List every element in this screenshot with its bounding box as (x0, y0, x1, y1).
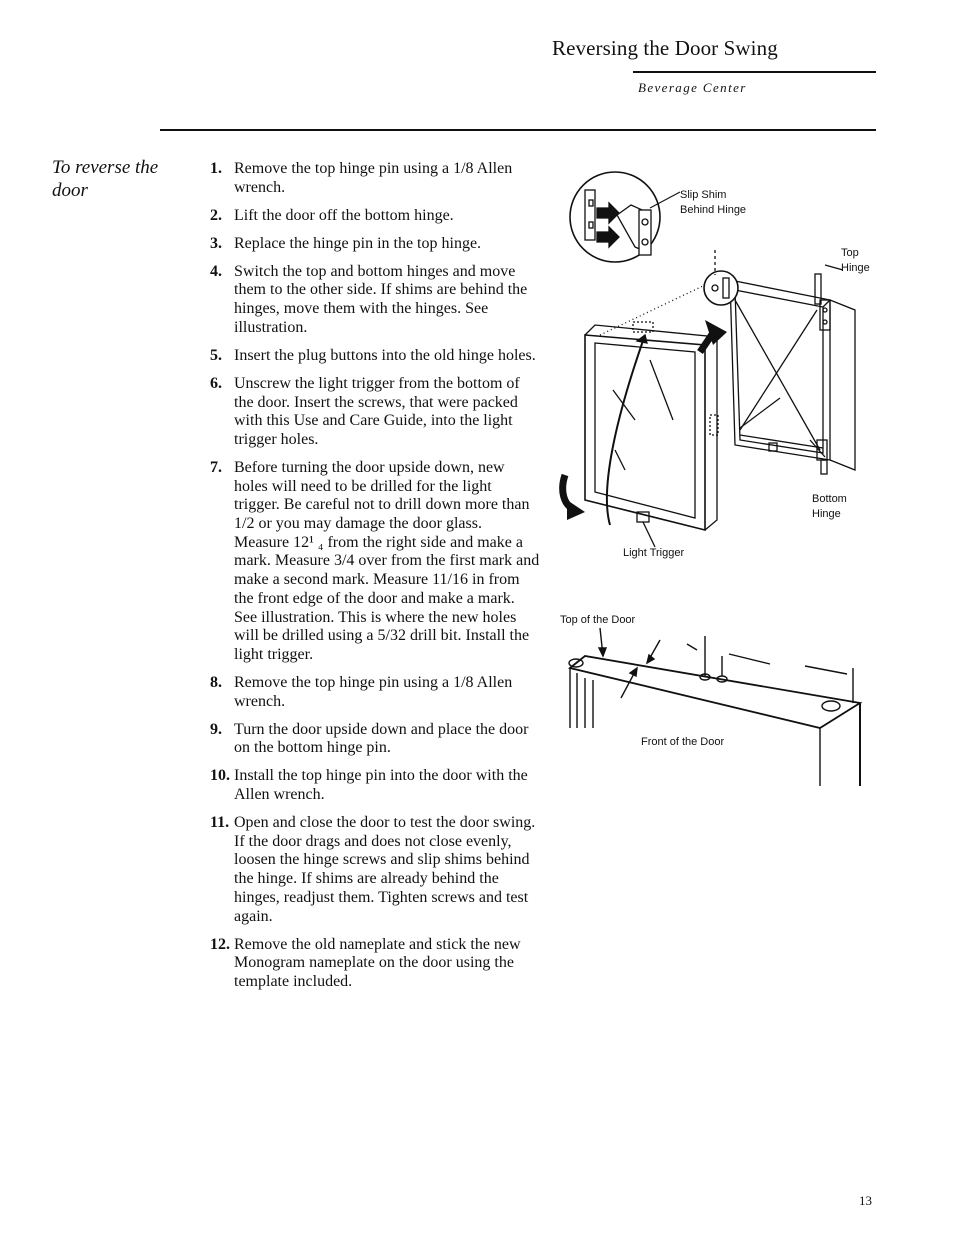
step-number: 11. (210, 814, 230, 832)
step-text: Remove the top hinge pin using a 1/8 Allen wrench. (234, 160, 513, 196)
hinge-reversal-illustration (555, 160, 875, 580)
step-text: Turn the door upside down and place the door on the bottom hinge pin. (234, 720, 529, 757)
list-item (210, 674, 540, 711)
section-heading: To reverse the door (52, 157, 159, 201)
step-number: 4. (210, 262, 222, 280)
bottom-hinge-label: Bottom Hinge (812, 493, 847, 520)
list-item (210, 936, 540, 992)
slip-shim-label: Slip Shim Behind Hinge (680, 189, 747, 216)
light-trigger-label: Light Trigger (623, 547, 685, 559)
list-item (210, 459, 540, 665)
step-text: Install the top hinge pin into the door with the Allen wrench. (234, 767, 528, 804)
step-text: Lift the door off the bottom hinge. (234, 206, 454, 224)
top-of-door-label: Top of the Door (560, 614, 636, 626)
list-item (210, 721, 540, 758)
list-item (210, 347, 540, 366)
page-number: 13 (859, 1193, 872, 1208)
page-title: Reversing the Door Swing (552, 36, 778, 60)
list-item (210, 767, 540, 804)
page-subtitle: Beverage Center (638, 80, 747, 95)
front-of-door-label: Front of the Door (641, 736, 725, 748)
step-number: 12. (210, 935, 230, 953)
list-item (210, 207, 540, 226)
door-top-measurement-illustration (555, 608, 875, 788)
list-item (210, 375, 540, 450)
step-number: 8. (210, 673, 222, 691)
step-text: Replace the hinge pin in the top hinge. (234, 234, 482, 252)
door-top-drawing (555, 608, 875, 788)
step-number: 1. (210, 160, 222, 177)
list-item (210, 160, 540, 197)
step-number: 3. (210, 234, 222, 252)
list-item (210, 263, 540, 338)
header-divider (633, 71, 876, 73)
step-number: 5. (210, 346, 222, 364)
step-number: 7. (210, 458, 222, 476)
step-text: Unscrew the light trigger from the bottom of the door. Insert the screws, that were packed with this Use and Care Guide, into the light trigger holes. (234, 374, 520, 448)
step-number: 2. (210, 206, 222, 224)
step-text: Open and close the door to test the door swing. If the door drags and does not close evenly, loosen the hinge screws and slip shims behind the hinge. If shims are already behind the hinges, readjust them. Tighten screws and test again. (234, 814, 536, 925)
list-item (210, 814, 540, 926)
instruction-list (210, 160, 540, 1001)
step-number: 10. (210, 767, 230, 785)
step-text: Before turning the door upside down, new holes will need to be drilled for the light trigger. Be careful not to drill down more than 1/2 or you may damage the door glass. Measure 12¹ ₄ from the right side and make a mark. Measure 3/4 over from the first mark and make a second mark. Measure 11/16 in from the front edge of the door and make a mark. See illustration. This is where the new holes will be drilled using a 5/32 drill bit. Install the light trigger. (234, 458, 540, 663)
step-text: Switch the top and bottom hinges and move them to the other side. If shims are behind the hinges, move them with the hinges. See illustration. (234, 262, 528, 336)
step-text: Remove the top hinge pin using a 1/8 Allen wrench. (234, 673, 513, 710)
step-text: Insert the plug buttons into the old hinge holes. (234, 346, 536, 364)
list-item (210, 235, 540, 254)
step-text: Remove the old nameplate and stick the new Monogram nameplate on the door using the template included. (234, 935, 521, 990)
step-number: 6. (210, 374, 222, 392)
top-hinge-label: Top Hinge (841, 247, 870, 274)
step-number: 9. (210, 720, 222, 738)
section-divider (160, 129, 876, 131)
